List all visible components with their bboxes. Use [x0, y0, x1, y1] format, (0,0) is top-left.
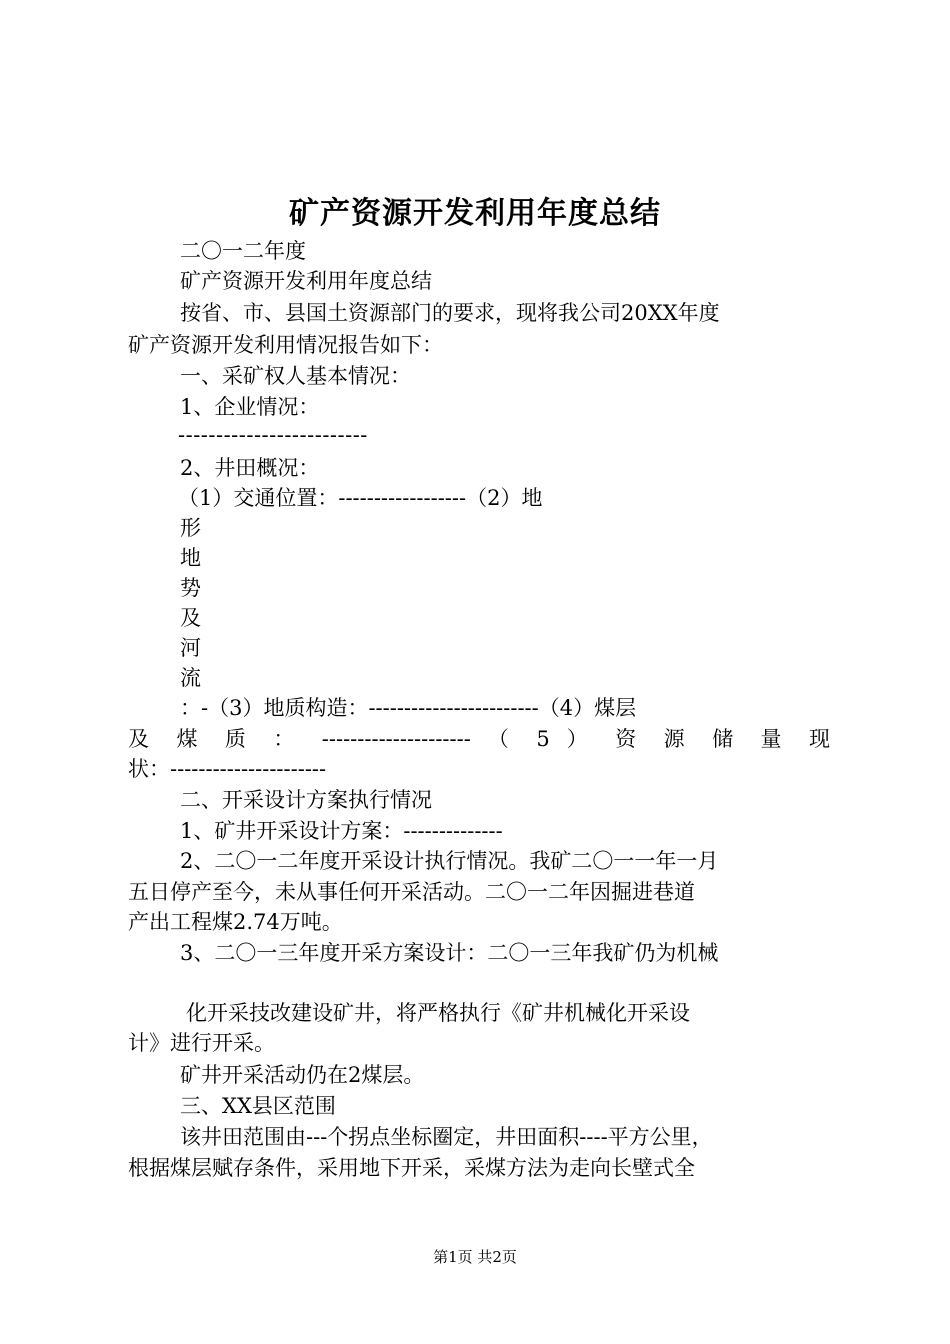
section-heading: 二、开采设计方案执行情况 — [180, 788, 432, 812]
text-line: 化开采技改建设矿井，将严格执行《矿井机械化开采设 — [186, 1001, 690, 1025]
text-line: 矿产资源开发利用情况报告如下： — [128, 333, 443, 357]
text-line: 及 — [180, 606, 201, 630]
text-line: 根据煤层赋存条件，采用地下开采，采煤方法为走向长壁式全 — [128, 1156, 695, 1180]
text-line: 形 — [180, 516, 201, 540]
document-title: 矿产资源开发利用年度总结 — [289, 196, 661, 231]
text-line: ：-（3）地质构造：------------------------（4）煤层 — [180, 696, 637, 720]
text-line: 流 — [180, 666, 201, 690]
text-line: （1）交通位置：------------------（2）地 — [178, 486, 543, 510]
section-heading: 一、采矿权人基本情况： — [180, 364, 411, 388]
text-line: 3、二〇一三年度开采方案设计：二〇一三年我矿仍为机械 — [180, 941, 719, 965]
text-line: 势 — [180, 576, 201, 600]
section-heading: 三、XX县区范围 — [180, 1094, 336, 1118]
text-line: 矿井开采活动仍在2煤层。 — [180, 1063, 425, 1087]
text-line: 计》进行开采。 — [128, 1031, 275, 1055]
dash-line: ------------------------- — [178, 423, 368, 447]
text-line: 河 — [180, 636, 201, 660]
text-line: 2、井田概况： — [180, 456, 320, 480]
text-line: 二〇一二年度 — [180, 239, 306, 263]
text-line: 按省、市、县国土资源部门的要求，现将我公司20XX年度 — [180, 301, 720, 325]
text-line: 地 — [180, 546, 201, 570]
text-line: 产出工程煤2.74万吨。 — [128, 910, 343, 934]
text-line: 1、企业情况： — [180, 395, 320, 419]
text-line: 五日停产至今，未从事任何开采活动。二〇一二年因掘进巷道 — [128, 880, 695, 904]
text-line: 状：---------------------- — [128, 757, 327, 781]
page-footer: 第1页 共2页 — [433, 1248, 517, 1266]
text-line: 2、二〇一二年度开采设计执行情况。我矿二〇一一年一月 — [180, 849, 719, 873]
text-line: 及 煤 质 ： --------------------- （ 5 ） 资 源 储 量 现 — [128, 727, 830, 751]
text-line: 矿产资源开发利用年度总结 — [180, 269, 432, 293]
text-line: 该井田范围由---个拐点坐标圈定，井田面积----平方公里， — [180, 1125, 713, 1149]
text-line: 1、矿井开采设计方案：-------------- — [180, 819, 503, 843]
